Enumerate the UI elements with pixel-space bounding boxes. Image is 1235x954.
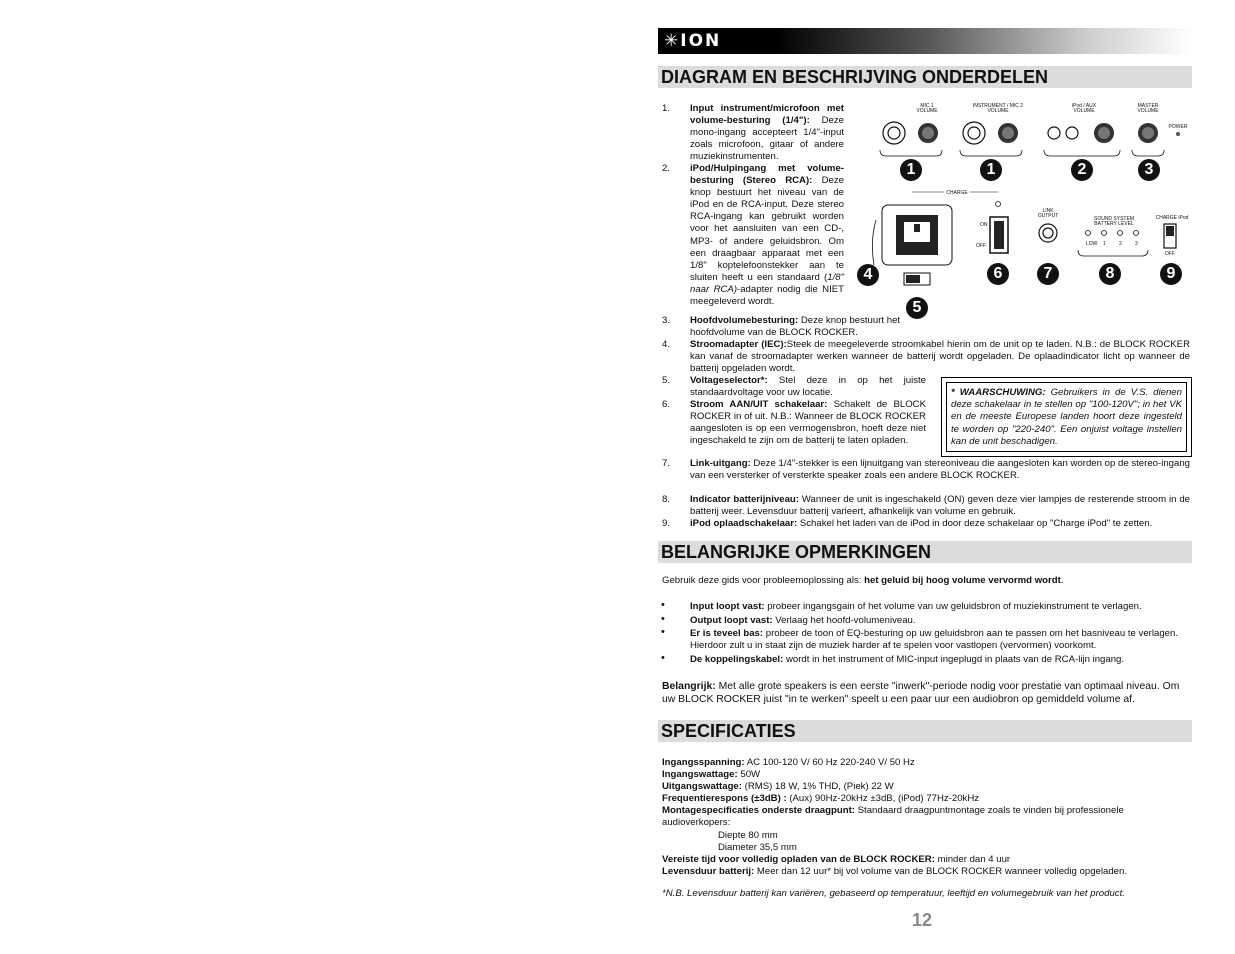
callout-9-charge-ipod: 9 [1160, 263, 1182, 285]
list-item: Stroomadapter (IEC):Steek de meegeleverde stroomkabel hierin om de unit op te laden. N.B.: de BLOCK ROCKER kan vanaf de stroomadapter werken wanneer de batterij wordt opgeladen. De oplaadindicator licht op wanneer de batterij opgeladen wordt. [690, 339, 1190, 375]
battery-led-1-icon [1102, 231, 1107, 236]
item-number: 8. [662, 494, 671, 505]
master-volume-label: MASTER [1137, 103, 1159, 109]
warning-text: * WAARSCHUWING: Gebruikers in de V.S. dienen deze schakelaar in te stellen op "100-120V"; in het VK en de meeste Europese landen hoort deze ingesteld te worden op "220-240". Een onjuist voltage instellen kan de unit beschadigen. [946, 382, 1187, 452]
bullet-icon: • [661, 599, 665, 611]
link-output-label: LINK [1042, 208, 1054, 214]
brand-name: ION [680, 31, 722, 51]
battery-level-label: SOUND SYSTEM [1093, 216, 1135, 222]
brand-header-bar [658, 28, 1192, 54]
svg-text:1: 1 [1103, 241, 1106, 247]
item-number: 1. [662, 103, 671, 114]
battery-low-label: LOW [1086, 241, 1098, 247]
svg-text:VOLUME: VOLUME [1137, 108, 1159, 114]
specs-block [662, 757, 1162, 878]
spec-line: Ingangsspanning: AC 100-120 V/ 60 Hz 220-240 V/ 50 Hz [662, 757, 915, 768]
bullet-icon: • [661, 626, 665, 638]
item-number: 3. [662, 315, 671, 326]
ipod-volume-label: iPod / AUX [1071, 103, 1097, 109]
svg-text:VOLUME: VOLUME [916, 108, 938, 114]
spec-line: Ingangswattage: 50W [662, 769, 761, 781]
list-item: Input instrument/microfoon met volume-besturing (1/4"): Deze mono-ingang accepteert 1/4"-input zoals microfoon, gitaar of andere muziekinstrumenten. [690, 103, 844, 163]
svg-text:BATTERY LEVEL: BATTERY LEVEL [1094, 221, 1134, 227]
link-output-jack-icon [1039, 224, 1057, 242]
charge-led-icon [996, 202, 1001, 207]
svg-text:VOLUME: VOLUME [987, 108, 1009, 114]
mic-volume-label: MIC 1 [920, 103, 934, 109]
callout-8-battery: 8 [1099, 263, 1121, 285]
instrument-jack-icon [963, 122, 985, 144]
spec-depth: Diepte 80 mm [718, 829, 778, 841]
svg-text:VOLUME: VOLUME [1073, 108, 1095, 114]
charge-ipod-label: CHARGE iPod [1155, 215, 1189, 221]
battery-led-2-icon [1118, 231, 1123, 236]
list-item: Stroom AAN/UIT schakelaar: Schakelt de BLOCK ROCKER in of uit. N.B.: Wanneer de BLOCK ROCKER aangesloten is op een vermogensbron, hoeft deze niet ingeschakeld te zijn om de batterij te laten opladen. [690, 399, 926, 447]
spec-line: Frequentierespons (±3dB) : (Aux) 90Hz-20kHz ±3dB, (iPod) 77Hz-20kHz [662, 793, 980, 805]
callout-1-instrument: 1 [980, 159, 1002, 181]
item-number: 9. [662, 518, 671, 529]
rca-left-icon [1048, 127, 1060, 139]
power-label: POWER [1168, 124, 1188, 130]
item-number: 5. [662, 375, 671, 386]
callout-3-master: 3 [1138, 159, 1160, 181]
warning-box [941, 377, 1192, 457]
callout-4-iec: 4 [857, 264, 879, 286]
callout-6-power: 6 [987, 263, 1009, 285]
power-on-label: ON [980, 222, 988, 228]
list-item: Input loopt vast: probeer ingangsgain of het volume van uw geluidsbron of muziekinstrument te verlagen. [690, 601, 1142, 612]
bullet-icon: • [661, 613, 665, 625]
svg-text:3: 3 [1135, 241, 1138, 247]
section-title-diagram: DIAGRAM EN BESCHRIJVING ONDERDELEN [658, 66, 1192, 88]
list-item: Link-uitgang: Deze 1/4"-stekker is een lijnuitgang van stereoniveau die aangesloten kan worden op de stereo-ingang van een versterker of versterkte speaker zoals een andere BLOCK ROCKER. [690, 458, 1190, 482]
page-number: 12 [912, 910, 933, 930]
bullet-icon: • [661, 652, 665, 664]
section-title-notes: BELANGRIJKE OPMERKINGEN [658, 541, 1192, 563]
instrument-volume-label: INSTRUMENT / MIC 2 [972, 103, 1024, 109]
device-panel-diagram [852, 100, 1192, 320]
svg-text:2: 2 [1119, 241, 1122, 247]
spec-line: Montagespecificaties onderste draagpunt: Standaard draagpuntmontage zoals te vinden bij professionele audioverkopers: [662, 805, 1124, 829]
important-note: Belangrijk: Met alle grote speakers is een eerste "inwerk"-periode nodig voor prestatie van optimaal niveau. Om uw BLOCK ROCKER juist "in te werken" speelt u een paar uur een audiobron op gemiddeld volume af. [662, 681, 1180, 705]
list-item: Voltageselector*: Stel deze in op het juiste standaardvoltage voor uw locatie. [690, 375, 926, 399]
battery-led-low-icon [1086, 231, 1091, 236]
rca-right-icon [1066, 127, 1078, 139]
callout-5-voltage: 5 [906, 297, 928, 319]
list-item: Er is teveel bas: probeer de toon of EQ-besturing op uw geluidsbron aan te passen om het basniveau te verlagen. Hierdoor zult u in staat zijn de muziek harder af te spelen voor vastlopen (vervormen) voorkomt. [690, 628, 1178, 652]
power-led-icon [1176, 132, 1180, 136]
svg-text:OUTPUT: OUTPUT [1037, 213, 1059, 219]
callout-2-ipod: 2 [1071, 159, 1093, 181]
battery-footnote: *N.B. Levensduur batterij kan variëren, gebaseerd op temperatuur, leeftijd en volumegebruik van het product. [662, 888, 1125, 899]
list-item: Indicator batterijniveau: Wanneer de unit is ingeschakeld (ON) geven deze vier lampjes de resterende stroom in de batterij weer. Levensduur batterij varieert, afhankelijk van volume en gebruik. [690, 494, 1191, 518]
callout-1-mic: 1 [900, 159, 922, 181]
list-item: iPod oplaadschakelaar: Schakel het laden van de iPod in door deze schakelaar op "Charge iPod" te zetten. [690, 518, 1153, 529]
ion-logo: ✳ION [664, 31, 722, 51]
notes-intro: Gebruik deze gids voor probleemoplossing als: het geluid bij hoog volume vervormd wordt. [662, 575, 1064, 586]
mic-jack-icon [883, 122, 905, 144]
spec-diameter: Diameter 35,5 mm [718, 841, 797, 853]
charge-label: CHARGE [946, 190, 968, 196]
item-number: 4. [662, 339, 671, 350]
item-number: 6. [662, 399, 671, 410]
list-item: Output loopt vast: Verlaag het hoofd-volumeniveau. [690, 615, 916, 626]
spec-line: Levensduur batterij: Meer dan 12 uur* bij vol volume van de BLOCK ROCKER wanneer volledig opgeladen. [662, 865, 1127, 877]
power-off-label: OFF [976, 243, 986, 249]
section-title-specs: SPECIFICATIES [658, 720, 1192, 742]
item-number: 7. [662, 458, 671, 469]
list-item: De koppelingskabel: wordt in het instrument of MIC-input ingeplugd in plaats van de RCA-lijn ingang. [690, 654, 1125, 665]
spec-line: Uitgangswattage: (RMS) 18 W, 1% THD, (Piek) 22 W [662, 781, 894, 793]
spec-line: Vereiste tijd voor volledig opladen van de BLOCK ROCKER: minder dan 4 uur [662, 853, 1011, 865]
callout-7-link: 7 [1037, 263, 1059, 285]
list-item: iPod/Hulpingang met volume-besturing (Stereo RCA): Deze knop bestuurt het niveau van de iPod en de RCA-input. Deze stereo RCA-ingang kan gebruikt worden voor het aansluiten van een CD-, MP3- of andere geluidsbron. Om een draagbaar apparaat met een 1/8" koptelefoonstekker aan te sluiten heeft u een standaard (1/8" naar RCA)-adapter nodig die NIET meegeleverd wordt. [690, 163, 845, 308]
battery-led-3-icon [1134, 231, 1139, 236]
charge-ipod-off-label: OFF [1165, 251, 1175, 257]
item-number: 2. [662, 163, 671, 174]
list-item: Hoofdvolumebesturing: Deze knop bestuurt het hoofdvolume van de BLOCK ROCKER. [690, 315, 901, 339]
